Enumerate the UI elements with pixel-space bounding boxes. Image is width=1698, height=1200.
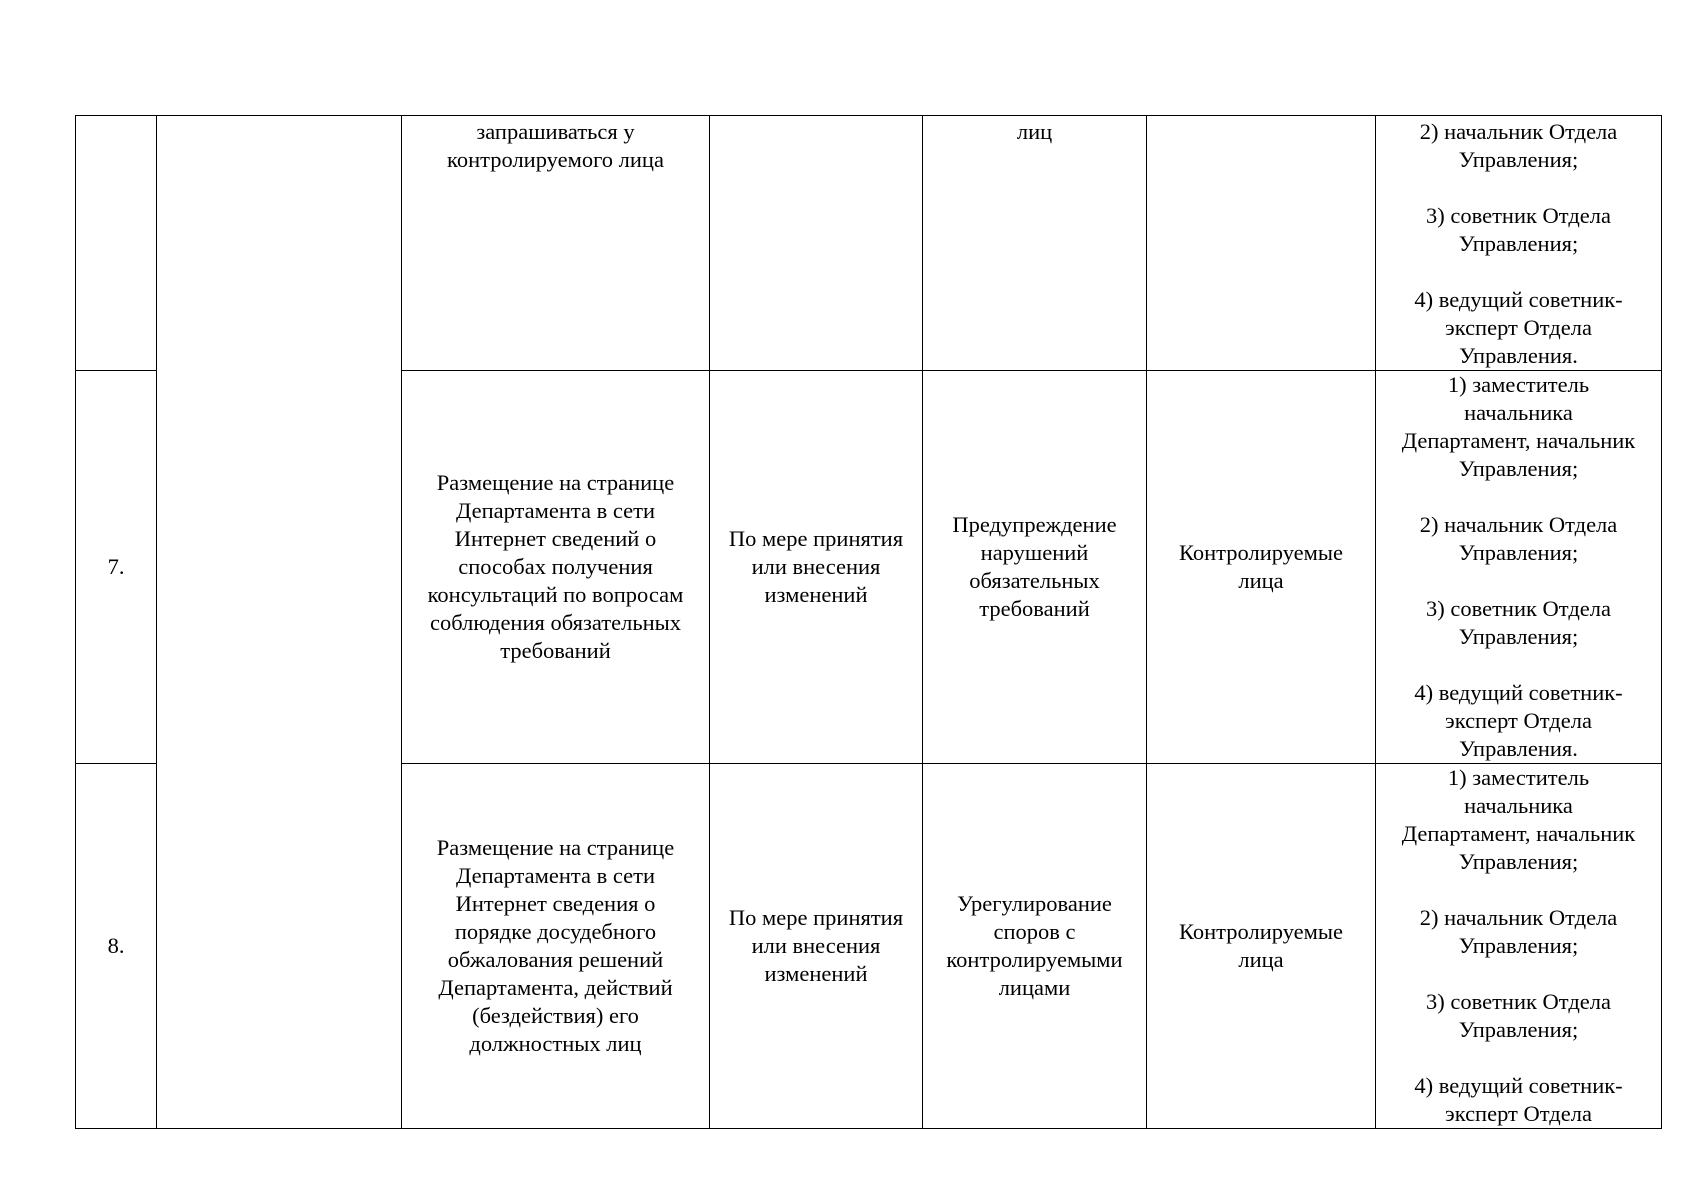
timing-cell: По мере принятия или внесения изменений — [710, 764, 923, 1129]
row-number-cell: 8. — [76, 764, 157, 1129]
timing-cell: По мере принятия или внесения изменений — [710, 371, 923, 764]
goal-cell: Урегулирование споров с контролируемыми лицами — [923, 764, 1147, 1129]
timing-cell — [710, 116, 923, 371]
subjects-cell: Контролируемые лица — [1147, 371, 1376, 764]
goal-cell: Предупреждение нарушений обязательных требований — [923, 371, 1147, 764]
table-row — [76, 116, 1662, 371]
goal-cell: лиц — [923, 116, 1147, 371]
responsible-cell: 1) заместитель начальника Департамент, начальник Управления; 2) начальник Отдела Управления; 3) советник Отдела Управления; 4) ведущий советник- эксперт Отдела Управления. — [1376, 371, 1662, 764]
responsible-cell: 2) начальник Отдела Управления; 3) советник Отдела Управления; 4) ведущий советник- эксперт Отдела Управления. — [1376, 116, 1662, 371]
row-number-cell: 7. — [76, 371, 157, 764]
measures-table — [75, 115, 1662, 1129]
merged-empty-cell — [157, 116, 402, 1129]
activity-cell: запрашиваться у контролируемого лица — [402, 116, 710, 371]
subjects-cell — [1147, 116, 1376, 371]
responsible-cell: 1) заместитель начальника Департамент, начальник Управления; 2) начальник Отдела Управления; 3) советник Отдела Управления; 4) ведущий советник- эксперт Отдела — [1376, 764, 1662, 1129]
row-number-cell — [76, 116, 157, 371]
activity-cell: Размещение на странице Департамента в сети Интернет сведений о способах получения консультаций по вопросам соблюдения обязательных требований — [402, 371, 710, 764]
subjects-cell: Контролируемые лица — [1147, 764, 1376, 1129]
activity-cell: Размещение на странице Департамента в сети Интернет сведения о порядке досудебного обжалования решений Департамента, действий (бездействия) его должностных лиц — [402, 764, 710, 1129]
